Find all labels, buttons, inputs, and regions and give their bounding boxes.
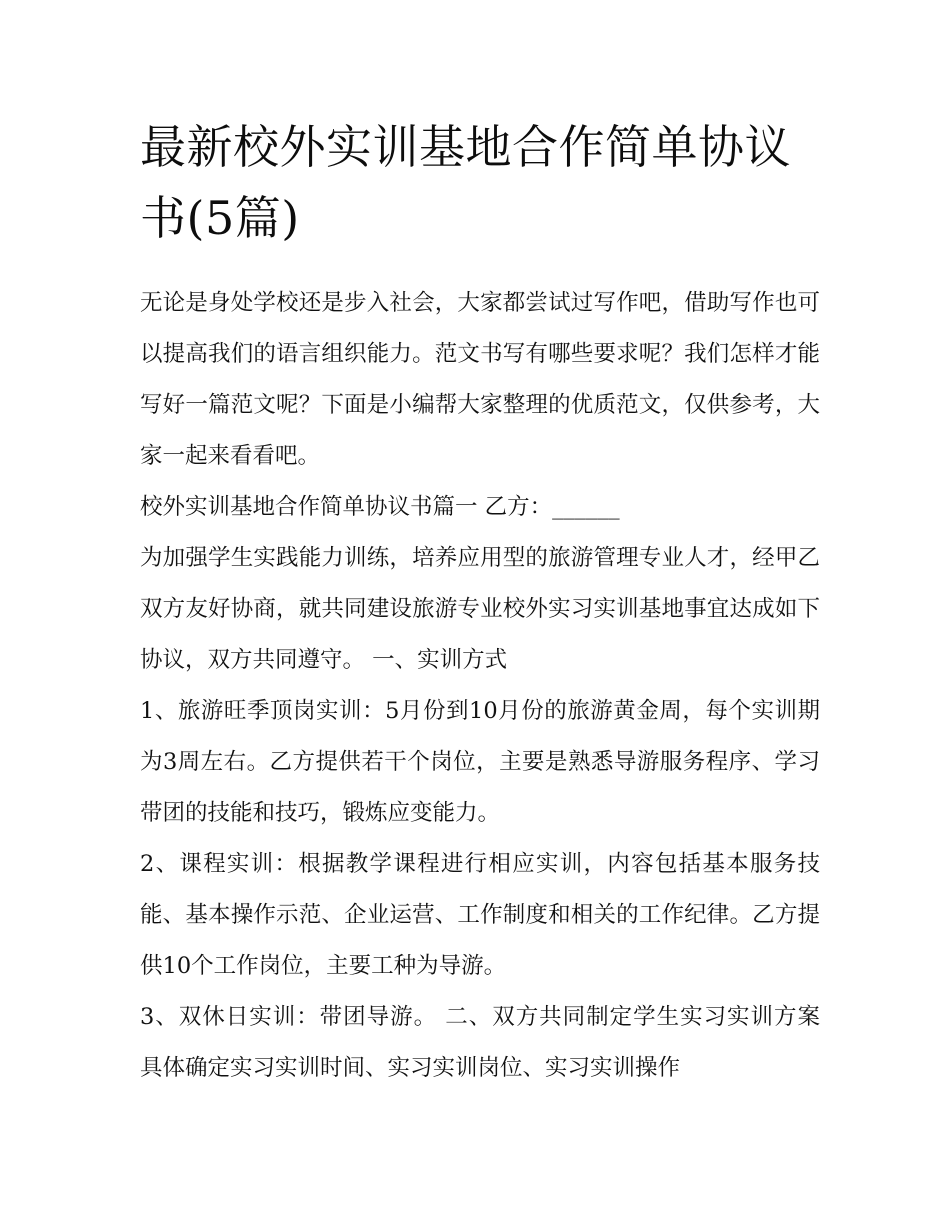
paragraph-purpose: 为加强学生实践能力训练，培养应用型的旅游管理专业人才，经甲乙双方友好协商，就共同建设旅游专业校外实习实训基地事宜达成如下协议，双方共同遵守。 一、实训方式 <box>140 545 820 673</box>
paragraph-item-1: 1、旅游旺季顶岗实训：5月份到10月份的旅游黄金周，每个实训期为3周左右。乙方提供若干个岗位，主要是熟悉导游服务程序、学习带团的技能和技巧，锻炼应变能力。 <box>140 698 820 826</box>
document-body <box>140 278 820 1094</box>
paragraph-item-2: 2、课程实训：根据教学课程进行相应实训，内容包括基本服务技能、基本操作示范、企业运营、工作制度和相关的工作纪律。乙方提供10个工作岗位，主要工种为导游。 <box>140 851 820 979</box>
document-title: 最新校外实训基地合作简单协议书(5篇) <box>140 120 791 245</box>
paragraph-item-3: 3、双休日实训：带团导游。 二、双方共同制定学生实习实训方案 具体确定实习实训时间、实习实训岗位、实习实训操作 <box>140 1004 820 1081</box>
paragraph-intro: 无论是身处学校还是步入社会，大家都尝试过写作吧，借助写作也可以提高我们的语言组织能力。范文书写有哪些要求呢？我们怎样才能写好一篇范文呢？下面是小编帮大家整理的优质范文，仅供参考，大家一起来看看吧。 <box>140 290 820 469</box>
paragraph-section-heading: 校外实训基地合作简单协议书篇一 乙方：______ <box>140 494 620 520</box>
